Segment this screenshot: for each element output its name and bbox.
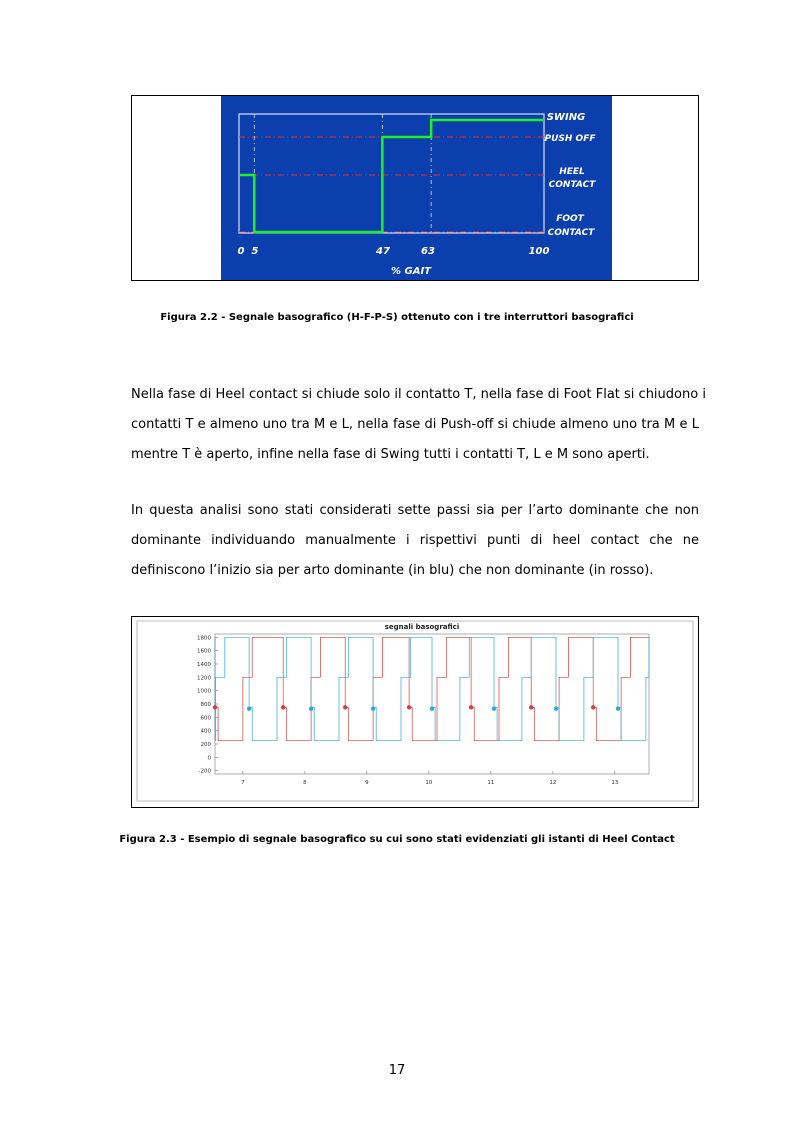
heel-contact-marker: [616, 706, 620, 710]
heel-contact-marker: [492, 706, 496, 710]
gait-signal: [239, 120, 544, 232]
figure-2-3: [131, 616, 699, 808]
paragraph-line: dominante individuando manualmente i rispettivi punti di heel contact che ne: [131, 533, 699, 548]
x-tick-label: 11: [487, 780, 495, 786]
x-tick-label: 7: [241, 780, 245, 786]
heel-contact-marker: [554, 706, 558, 710]
paragraph-line: Nella fase di Heel contact si chiude solo il contatto T, nella fase di Foot Flat si chiudono i: [131, 387, 706, 402]
heel-contact-marker: [247, 706, 251, 710]
y-tick-label: 0: [207, 755, 211, 762]
paragraph-line: contatti T e almeno uno tra M e L, nella fase di Push-off si chiude almeno uno tra M e L: [131, 417, 699, 432]
paragraph-line: definiscono l’inizio sia per arto dominante (in blu) che non dominante (in rosso).: [131, 563, 654, 578]
heel-contact-marker: [281, 705, 285, 709]
x-tick-label: 8: [303, 780, 307, 786]
y-tick-label: 1200: [197, 675, 211, 682]
y-tick-label: -200: [198, 768, 211, 775]
x-tick-5: 5: [251, 246, 259, 257]
phase-guides: [239, 114, 544, 233]
x-tick-63: 63: [421, 246, 435, 257]
x-tick-label: 13: [611, 780, 619, 786]
state-label-foot: FOOT: [556, 214, 584, 224]
paragraph-phases: [131, 380, 706, 470]
figure-2-2: [131, 95, 699, 281]
heel-contact-marker: [469, 705, 473, 709]
state-label-foot-contact: CONTACT: [547, 228, 595, 238]
y-tick-label: 400: [200, 728, 211, 735]
gait-phase-panel: [221, 96, 612, 280]
paragraph-line: mentre T è aperto, infine nella fase di Swing tutti i contatti T, L e M sono aperti.: [131, 447, 650, 462]
gait-signal-line: [239, 120, 544, 232]
page-number: 17: [388, 1063, 406, 1078]
plot-frame: [239, 114, 544, 233]
x-tick-label: 10: [425, 780, 433, 786]
y-tick-label: 1400: [197, 662, 211, 668]
y-tick-label: 200: [200, 742, 211, 748]
y-tick-label: 1600: [197, 648, 211, 655]
chart-title: segnali basografici: [384, 623, 460, 631]
heel-contact-marker: [591, 705, 595, 709]
heel-contact-marker: [309, 706, 313, 710]
x-tick-47: 47: [376, 246, 390, 257]
figure-2-3-caption: Figura 2.3 - Esempio di segnale basografico su cui sono stati evidenziati gli istanti di Heel Contact: [119, 834, 675, 845]
basographic-signals-chart: [132, 617, 698, 807]
y-tick-label: 600: [200, 715, 211, 722]
gait-phase-chart: [221, 96, 612, 280]
heel-contact-marker: [371, 706, 375, 710]
heel-contact-marker: [529, 705, 533, 709]
figure-2-2-caption: Figura 2.2 - Segnale basografico (H-F-P-S) ottenuto con i tre interruttori basografici: [160, 312, 634, 323]
heel-contact-marker: [343, 705, 347, 709]
x-axis-ticks: [241, 771, 619, 786]
heel-contact-marker: [213, 705, 217, 709]
y-tick-label: 1800: [197, 635, 211, 642]
y-tick-label: 1000: [197, 688, 211, 695]
x-tick-0: 0: [237, 246, 245, 257]
state-label-heel-contact: CONTACT: [548, 180, 596, 190]
signal-series-1: [215, 637, 649, 740]
signal-lines: [215, 637, 649, 740]
state-label-heel: HEEL: [559, 167, 585, 177]
state-label-push-off: PUSH OFF: [544, 134, 596, 144]
paragraph-line: In questa analisi sono stati considerati sette passi sia per l’arto dominante che non: [131, 503, 699, 518]
x-axis-label: % GAIT: [391, 266, 431, 277]
heel-contact-marker: [430, 706, 434, 710]
paragraph-analysis: [131, 496, 699, 586]
x-tick-100: 100: [528, 246, 550, 257]
heel-contact-marker: [407, 705, 411, 709]
y-tick-label: 800: [200, 702, 211, 708]
x-tick-label: 12: [549, 780, 557, 786]
state-label-swing: SWING: [546, 112, 586, 123]
x-tick-label: 9: [365, 780, 369, 786]
